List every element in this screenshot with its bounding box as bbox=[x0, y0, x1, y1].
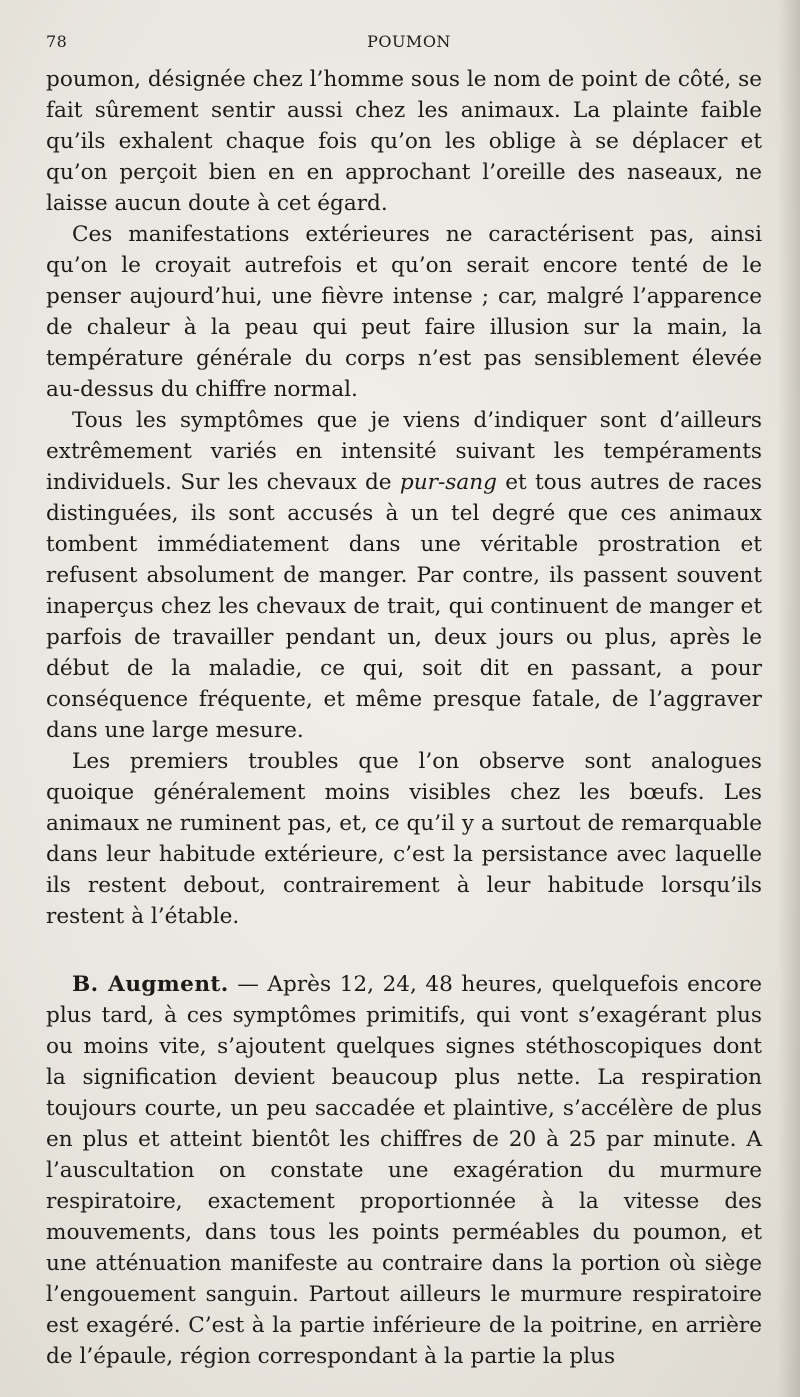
paragraph-3 bbox=[46, 405, 762, 746]
paragraph-5-text: — Après 12, 24, 48 heures, quelquefois encore plus tard, à ces symptômes primitifs, qui vont s’exagérant plus ou moins vite, s’ajoutent quelques signes stéthoscopiques dont la signification devient beaucoup plus nette. La respiration toujours courte, un peu saccadée et plaintive, s’accélère de plus en plus et atteint bientôt les chiffres de 20 à 25 par minute. A l’auscultation on constate une exagération du murmure respiratoire, exactement proportionnée à la vitesse des mouvements, dans tous les points perméables du poumon, et une atténuation manifeste au contraire dans la portion où siège l’engouement sanguin. Partout ailleurs le murmure respiratoire est exagéré. C’est à la partie inférieure de la poitrine, en arrière de l’épaule, région correspondant à la partie la plus bbox=[46, 972, 762, 1369]
running-head bbox=[46, 30, 762, 64]
paragraph-5 bbox=[46, 969, 762, 1372]
paragraph-1: poumon, désignée chez l’homme sous le nom de point de côté, se fait sûrement sentir aussi chez les animaux. La plainte faible qu’ils exhalent chaque fois qu’on les oblige à se déplacer et qu’on perçoit bien en en approchant l’oreille des naseaux, ne laisse aucun doute à cet égard. bbox=[46, 67, 762, 216]
paragraph-3-end: et tous autres de races distinguées, ils sont accusés à un tel degré que ces animaux tombent immédiatement dans une véritable prostration et refusent absolument de manger. Par contre, ils passent souvent inaperçus chez les chevaux de trait, qui continuent de manger et parfois de travailler pendant un, deux jours ou plus, après le début de la maladie, ce qui, soit dit en passant, a pour conséquence fréquente, et même presque fatale, de l’aggraver dans une large mesure. bbox=[46, 470, 762, 743]
section-heading: B. Augment. bbox=[72, 972, 229, 997]
paragraph-2: Ces manifestations extérieures ne caractérisent pas, ainsi qu’on le croyait autrefois et qu’on serait encore tenté de le penser aujourd’hui, une fièvre intense ; car, malgré l’apparence de chaleur à la peau qui peut faire illusion sur la main, la température générale du corps n’est pas sensiblement élevée au-dessus du chiffre normal. bbox=[46, 222, 762, 402]
italic-term: pur-sang bbox=[399, 470, 497, 495]
running-title: POUMON bbox=[367, 32, 451, 51]
paragraph-3-start: Tous les symptômes que je viens d’indiquer sont d’ailleurs extrêmement variés en intensité suivant les tempéraments individuels. Sur les chevaux de bbox=[46, 408, 762, 495]
section-gap bbox=[46, 932, 762, 969]
page-number: 78 bbox=[46, 32, 68, 51]
body-text bbox=[46, 64, 762, 1372]
paragraph-4: Les premiers troubles que l’on observe sont analogues quoique généralement moins visibles chez les bœufs. Les animaux ne ruminent pas, et, ce qu’il y a surtout de remarquable dans leur habitude extérieure, c’est la persistance avec laquelle ils restent debout, contrairement à leur habitude lorsqu’ils restent à l’étable. bbox=[46, 749, 762, 929]
